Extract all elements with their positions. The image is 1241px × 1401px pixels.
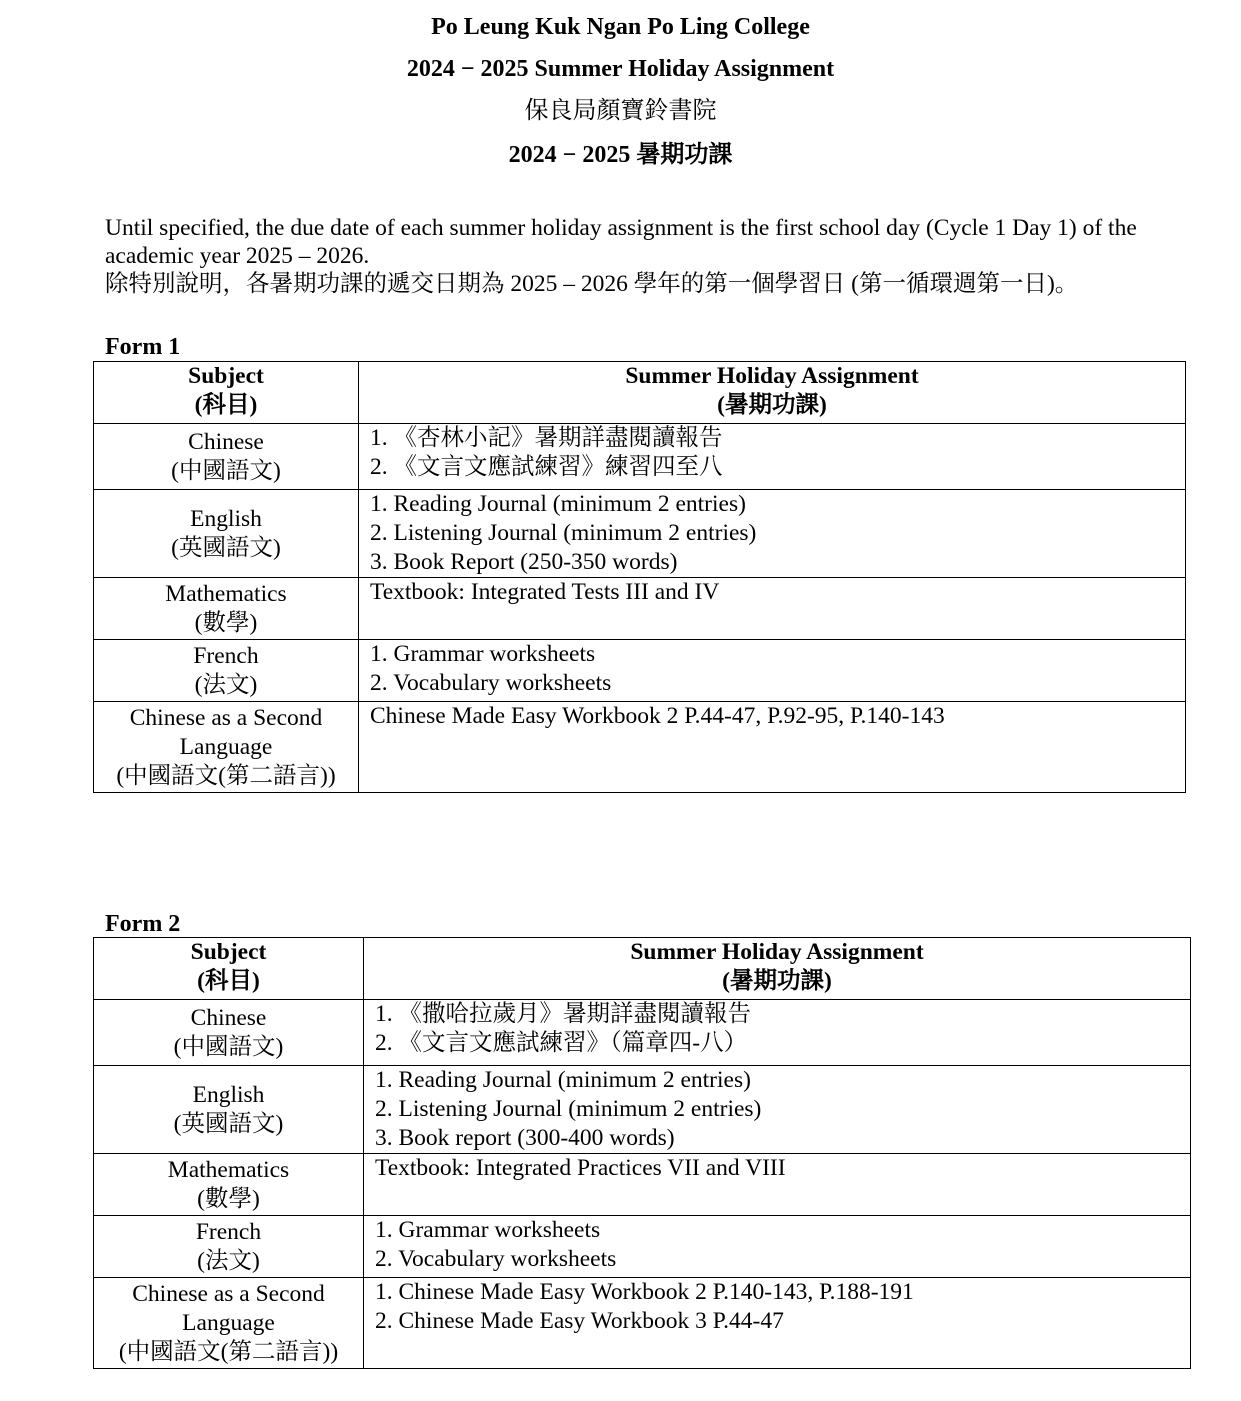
table-row — [94, 640, 1186, 702]
assignment-cell — [359, 490, 1186, 578]
header-text: Summer Holiday Assignment — [625, 363, 919, 389]
table-header-row — [94, 938, 1191, 1000]
school-name-zh: 保良局顏寶鈴書院 — [524, 98, 717, 124]
subject-text: Chinese as a Second — [132, 1280, 325, 1307]
subject-text: Mathematics — [165, 580, 287, 607]
subject-cell — [94, 1000, 364, 1066]
header-text: (暑期功課) — [717, 392, 827, 418]
subject-text: (法文) — [197, 1247, 260, 1274]
form-1-label: Form 1 — [105, 334, 181, 360]
subject-cell — [94, 490, 359, 578]
subject-column-header — [94, 362, 359, 424]
table-row — [94, 1216, 1191, 1278]
header-text: (科目) — [197, 968, 260, 994]
subject-text: Mathematics — [167, 1156, 290, 1183]
intro-zh: 除特別說明，各暑期功課的遞交日期為 2025 – 2026 學年的第一個學習日 (第一循環週第一日)。 — [105, 271, 1079, 297]
header-text: Subject — [188, 363, 264, 389]
assignment-item: 1. Reading Journal (minimum 2 entries) — [375, 1067, 751, 1093]
title-en: 2024 − 2025 Summer Holiday Assignment — [406, 56, 835, 82]
subject-text: Language — [182, 1309, 275, 1336]
table-row — [94, 1000, 1191, 1066]
header-text: Subject — [190, 939, 267, 965]
assignment-item: Textbook: Integrated Tests III and IV — [370, 579, 720, 605]
header-text: (科目) — [194, 392, 258, 418]
assignment-cell — [364, 1278, 1191, 1369]
subject-text: Language — [179, 733, 273, 760]
assignment-item: 1. 《杏林小記》暑期詳盡閱讀報告 — [370, 425, 723, 451]
subject-text: Chinese — [190, 1004, 267, 1031]
assignment-item: 3. Book Report (250-350 words) — [370, 549, 678, 575]
subject-cell — [94, 578, 359, 640]
table-row — [94, 702, 1186, 793]
assignment-item: 2. Vocabulary worksheets — [370, 670, 612, 696]
intro-notice — [105, 214, 1215, 298]
assignment-cell — [359, 578, 1186, 640]
subject-text: English — [190, 505, 262, 532]
assignment-cell — [359, 424, 1186, 490]
subject-cell — [94, 640, 359, 702]
table-row — [94, 578, 1186, 640]
subject-text: Chinese — [188, 428, 264, 455]
assignment-item: 2. Listening Journal (minimum 2 entries) — [375, 1096, 762, 1122]
subject-text: Chinese as a Second — [129, 704, 323, 731]
header-text: (暑期功課) — [722, 968, 832, 994]
form-2-label: Form 2 — [105, 911, 181, 937]
assignment-item: 3. Book report (300-400 words) — [375, 1125, 675, 1151]
subject-text: (中國語文(第二語言)) — [118, 1338, 339, 1365]
assignment-cell — [359, 640, 1186, 702]
subject-cell — [94, 1154, 364, 1216]
subject-text: English — [192, 1081, 265, 1108]
assignment-column-header — [364, 938, 1191, 1000]
subject-text: (英國語文) — [173, 1110, 284, 1137]
subject-cell — [94, 702, 359, 793]
subject-text: (法文) — [194, 671, 258, 698]
school-name-en: Po Leung Kuk Ngan Po Ling College — [431, 14, 810, 40]
form-2-table — [93, 937, 1191, 1369]
assignment-item: 1. Reading Journal (minimum 2 entries) — [370, 491, 746, 517]
assignment-item: 2. Vocabulary worksheets — [375, 1246, 617, 1272]
subject-text: (數學) — [194, 609, 258, 636]
table-row — [94, 1278, 1191, 1369]
assignment-cell — [364, 1066, 1191, 1154]
subject-text: French — [193, 642, 259, 669]
subject-cell — [94, 424, 359, 490]
assignment-cell — [364, 1000, 1191, 1066]
assignment-item: 2. Listening Journal (minimum 2 entries) — [370, 520, 757, 546]
intro-en: Until specified, the due date of each summer holiday assignment is the first school day (Cycle 1 Day 1) of the academic year 2025 – 2026. — [105, 215, 1137, 269]
assignment-item: 1. Grammar worksheets — [375, 1217, 601, 1243]
assignment-item: Textbook: Integrated Practices VII and VIII — [375, 1155, 786, 1181]
table-row — [94, 1154, 1191, 1216]
header-text: Summer Holiday Assignment — [630, 939, 924, 965]
assignment-item: 1. Chinese Made Easy Workbook 2 P.140-143, P.188-191 — [375, 1279, 914, 1305]
subject-column-header — [94, 938, 364, 1000]
subject-text: (中國語文) — [173, 1033, 284, 1060]
assignment-item: 2. Chinese Made Easy Workbook 3 P.44-47 — [375, 1308, 784, 1334]
table-row — [94, 1066, 1191, 1154]
subject-cell — [94, 1066, 364, 1154]
title-zh: 2024 − 2025 暑期功課 — [508, 142, 733, 168]
subject-text: (英國語文) — [171, 534, 281, 561]
assignment-item: 2. 《文言文應試練習》練習四至八 — [370, 454, 723, 480]
assignment-column-header — [359, 362, 1186, 424]
form-1-table — [93, 361, 1186, 793]
assignment-cell — [364, 1216, 1191, 1278]
assignment-item: Chinese Made Easy Workbook 2 P.44-47, P.92-95, P.140-143 — [370, 703, 945, 729]
table-row — [94, 424, 1186, 490]
table-header-row — [94, 362, 1186, 424]
subject-cell — [94, 1216, 364, 1278]
assignment-cell — [359, 702, 1186, 793]
assignment-item: 1. Grammar worksheets — [370, 641, 596, 667]
assignment-item: 2. 《文言文應試練習》（篇章四-八） — [375, 1030, 748, 1056]
subject-cell — [94, 1278, 364, 1369]
subject-text: (中國語文) — [171, 457, 281, 484]
assignment-cell — [364, 1154, 1191, 1216]
subject-text: (中國語文(第二語言)) — [116, 762, 336, 789]
assignment-item: 1. 《撒哈拉歲月》暑期詳盡閱讀報告 — [375, 1001, 751, 1027]
subject-text: French — [195, 1218, 262, 1245]
subject-text: (數學) — [197, 1185, 260, 1212]
table-row — [94, 490, 1186, 578]
